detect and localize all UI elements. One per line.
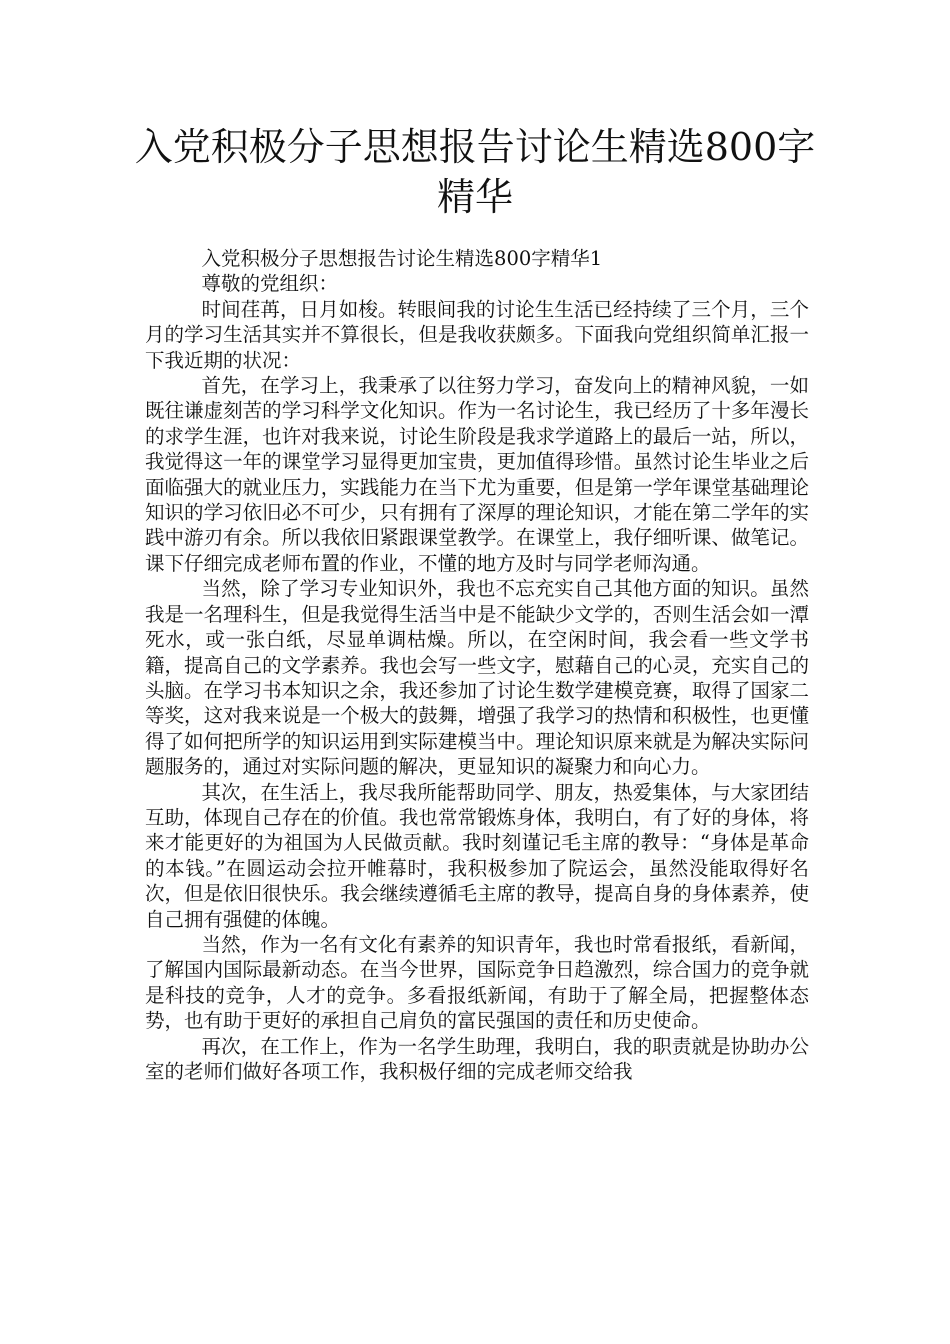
title-line-1: 入党积极分子思想报告讨论生精选800字 [134, 125, 816, 169]
paragraph-6: 再次，在工作上，作为一名学生助理，我明白，我的职责就是协助办公室的老师们做好各项工作，我积极仔细的完成老师交给我 [145, 1034, 809, 1083]
paragraph-5: 当然，作为一名有文化有素养的知识青年，我也时常看报纸，看新闻，了解国内国际最新动态。在当今世界，国际竞争日趋激烈，综合国力的竞争就是科技的竞争，人才的竞争。多看报纸新闻，有助于了解全局，把握整体态势，也有助于更好的承担自己肩负的富民强国的责任和历史使命。 [145, 932, 809, 1033]
paragraph-4: 其次，在生活上，我尽我所能帮助同学、朋友，热爱集体，与大家团结互助，体现自己存在的价值。我也常常锻炼身体，我明白，有了好的身体，将来才能更好的为祖国为人民做贡献。我时刻谨记毛主席的教导：“身体是革命的本钱。”在圆运动会拉开帷幕时，我积极参加了院运会，虽然没能取得好名次，但是依旧很快乐。我会继续遵循毛主席的教导，提高自身的身体素养，使自己拥有强健的体魄。 [145, 780, 809, 931]
title-line-2: 精华 [436, 175, 513, 219]
paragraph-3: 当然，除了学习专业知识外，我也不忘充实自己其他方面的知识。虽然我是一名理科生，但是我觉得生活当中是不能缺少文学的，否则生活会如一潭死水，或一张白纸，尽显单调枯燥。所以，在空闲时间，我会看一些文学书籍，提高自己的文学素养。我也会写一些文字，慰藉自己的心灵，充实自己的头脑。在学习书本知识之余，我还参加了讨论生数学建模竞赛，取得了国家二等奖，这对我来说是一个极大的鼓舞，增强了我学习的热情和积极性，也更懂得了如何把所学的知识运用到实际建模当中。理论知识原来就是为解决实际问题服务的，通过对实际问题的解决，更显知识的凝聚力和向心力。 [145, 577, 809, 779]
document-title [130, 122, 820, 222]
salutation: 尊敬的党组织： [201, 272, 339, 296]
document-subtitle: 入党积极分子思想报告讨论生精选800字精华1 [201, 247, 603, 270]
document-body [145, 246, 809, 1084]
paragraph-2: 首先，在学习上，我秉承了以往努力学习，奋发向上的精神风貌，一如既往谦虚刻苦的学习科学文化知识。作为一名讨论生，我已经历了十多年漫长的求学生涯，也许对我来说，讨论生阶段是我求学道路上的最后一站，所以，我觉得这一年的课堂学习显得更加宝贵，更加值得珍惜。虽然讨论生毕业之后面临强大的就业压力，实践能力在当下尤为重要，但是第一学年课堂基础理论知识的学习依旧必不可少，只有拥有了深厚的理论知识，才能在第二学年的实践中游刃有余。所以我依旧紧跟课堂教学。在课堂上，我仔细听课、做笔记。课下仔细完成老师布置的作业，不懂的地方及时与同学老师沟通。 [145, 374, 809, 575]
paragraph-1: 时间荏苒，日月如梭。转眼间我的讨论生生活已经持续了三个月，三个月的学习生活其实并不算很长，但是我收获颇多。下面我向党组织简单汇报一下我近期的状况： [145, 297, 809, 372]
